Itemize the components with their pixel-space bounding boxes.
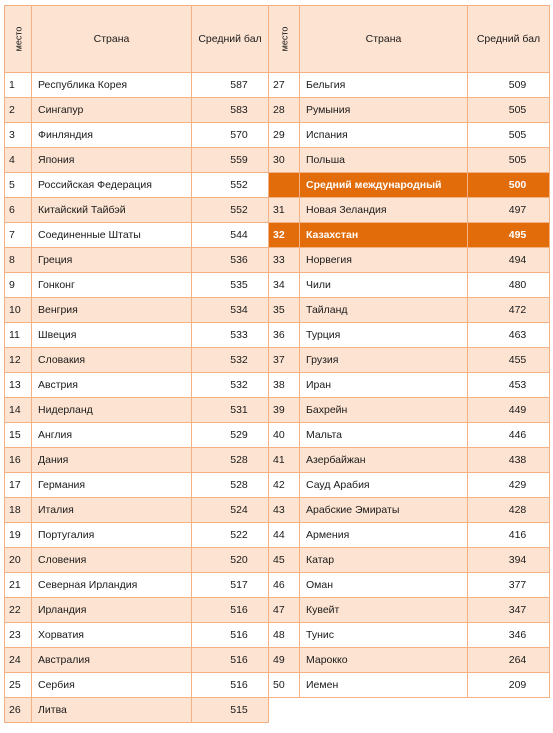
- table-row: [269, 473, 550, 498]
- cell-country: Япония: [32, 148, 192, 173]
- table-row: [269, 448, 550, 473]
- table-row: [269, 423, 550, 448]
- cell-country: Турция: [300, 323, 468, 348]
- cell-place: 16: [5, 448, 32, 473]
- cell-country: Румыния: [300, 98, 468, 123]
- cell-score: 552: [192, 173, 269, 198]
- table-row: [269, 673, 550, 698]
- cell-score: 516: [192, 623, 269, 648]
- cell-country: Швеция: [32, 323, 192, 348]
- table-row: [5, 198, 269, 223]
- cell-score: 500: [468, 173, 550, 198]
- cell-country: Финляндия: [32, 123, 192, 148]
- cell-country: Австралия: [32, 648, 192, 673]
- table-header-row: [5, 6, 269, 73]
- cell-place: 20: [5, 548, 32, 573]
- cell-score: 534: [192, 298, 269, 323]
- cell-country: Сербия: [32, 673, 192, 698]
- table-row: [5, 223, 269, 248]
- table-row: [269, 623, 550, 648]
- table-row: [5, 298, 269, 323]
- cell-place: 44: [269, 523, 300, 548]
- cell-country: Сауд Арабия: [300, 473, 468, 498]
- cell-score: 517: [192, 573, 269, 598]
- cell-country: Англия: [32, 423, 192, 448]
- cell-place: 39: [269, 398, 300, 423]
- cell-country: Грузия: [300, 348, 468, 373]
- cell-score: 529: [192, 423, 269, 448]
- cell-country: Сингапур: [32, 98, 192, 123]
- table-row: [5, 173, 269, 198]
- cell-country: Италия: [32, 498, 192, 523]
- table-row: [269, 498, 550, 523]
- table-row: [269, 598, 550, 623]
- table-row: [269, 523, 550, 548]
- cell-country: Катар: [300, 548, 468, 573]
- cell-score: 544: [192, 223, 269, 248]
- cell-country: Средний международный: [300, 173, 468, 198]
- cell-score: 552: [192, 198, 269, 223]
- cell-place: 6: [5, 198, 32, 223]
- cell-place: 4: [5, 148, 32, 173]
- table-row: [5, 523, 269, 548]
- cell-country: Соединенные Штаты: [32, 223, 192, 248]
- cell-place: 5: [5, 173, 32, 198]
- cell-score: 480: [468, 273, 550, 298]
- cell-country: Республика Корея: [32, 73, 192, 98]
- header-place: место: [269, 6, 300, 73]
- cell-country: Хорватия: [32, 623, 192, 648]
- table-body-left: [5, 73, 269, 723]
- cell-country: Нидерланд: [32, 398, 192, 423]
- table-row: [269, 298, 550, 323]
- cell-score: 346: [468, 623, 550, 648]
- cell-place: 22: [5, 598, 32, 623]
- table-row: [5, 473, 269, 498]
- cell-country: Тайланд: [300, 298, 468, 323]
- table-row: [269, 348, 550, 373]
- cell-place: 25: [5, 673, 32, 698]
- cell-score: 516: [192, 673, 269, 698]
- cell-score: 495: [468, 223, 550, 248]
- cell-score: 535: [192, 273, 269, 298]
- cell-place: 9: [5, 273, 32, 298]
- header-score: Средний бал: [192, 6, 269, 73]
- cell-score: 446: [468, 423, 550, 448]
- cell-country: Португалия: [32, 523, 192, 548]
- cell-place: 17: [5, 473, 32, 498]
- table-row: [269, 123, 550, 148]
- table-row: [5, 323, 269, 348]
- cell-place: 41: [269, 448, 300, 473]
- cell-score: 532: [192, 373, 269, 398]
- table-row: [269, 148, 550, 173]
- cell-score: 559: [192, 148, 269, 173]
- table-row: [5, 73, 269, 98]
- cell-country: Испания: [300, 123, 468, 148]
- table-row: [5, 648, 269, 673]
- table-row: [5, 398, 269, 423]
- table-row-highlighted: [269, 173, 550, 198]
- cell-score: 377: [468, 573, 550, 598]
- cell-country: Австрия: [32, 373, 192, 398]
- table-row: [269, 273, 550, 298]
- cell-country: Словакия: [32, 348, 192, 373]
- cell-place: 37: [269, 348, 300, 373]
- cell-place: 30: [269, 148, 300, 173]
- cell-place: 21: [5, 573, 32, 598]
- cell-place: 1: [5, 73, 32, 98]
- table-row: [5, 623, 269, 648]
- cell-score: 497: [468, 198, 550, 223]
- header-country: Страна: [300, 6, 468, 73]
- cell-place: 7: [5, 223, 32, 248]
- cell-place: 15: [5, 423, 32, 448]
- cell-country: Казахстан: [300, 223, 468, 248]
- cell-place: 2: [5, 98, 32, 123]
- cell-country: Марокко: [300, 648, 468, 673]
- cell-place: 42: [269, 473, 300, 498]
- cell-country: Кувейт: [300, 598, 468, 623]
- ranking-table-left: [4, 5, 269, 723]
- cell-place: 35: [269, 298, 300, 323]
- table-row: [5, 448, 269, 473]
- cell-place: 28: [269, 98, 300, 123]
- cell-score: 516: [192, 598, 269, 623]
- cell-country: Норвегия: [300, 248, 468, 273]
- cell-score: 533: [192, 323, 269, 348]
- cell-score: 438: [468, 448, 550, 473]
- table-row: [5, 423, 269, 448]
- table-row: [269, 398, 550, 423]
- table-row: [269, 73, 550, 98]
- table-row: [269, 373, 550, 398]
- cell-score: 209: [468, 673, 550, 698]
- table-header-row: [269, 6, 550, 73]
- cell-score: 429: [468, 473, 550, 498]
- cell-place: 32: [269, 223, 300, 248]
- cell-country: Армения: [300, 523, 468, 548]
- cell-country: Чили: [300, 273, 468, 298]
- cell-score: 536: [192, 248, 269, 273]
- cell-place: 3: [5, 123, 32, 148]
- ranking-table-right: [268, 5, 550, 698]
- cell-score: 522: [192, 523, 269, 548]
- cell-score: 528: [192, 448, 269, 473]
- header-score: Средний бал: [468, 6, 550, 73]
- cell-country: Греция: [32, 248, 192, 273]
- cell-place: 29: [269, 123, 300, 148]
- cell-country: Иемен: [300, 673, 468, 698]
- cell-place: 40: [269, 423, 300, 448]
- table-row: [5, 498, 269, 523]
- cell-score: 524: [192, 498, 269, 523]
- cell-country: Бахрейн: [300, 398, 468, 423]
- table-row: [5, 348, 269, 373]
- cell-score: 587: [192, 73, 269, 98]
- cell-country: Дания: [32, 448, 192, 473]
- table-row: [5, 248, 269, 273]
- cell-place: 50: [269, 673, 300, 698]
- cell-place: 10: [5, 298, 32, 323]
- table-row: [269, 548, 550, 573]
- cell-score: 453: [468, 373, 550, 398]
- cell-score: 347: [468, 598, 550, 623]
- cell-country: Бельгия: [300, 73, 468, 98]
- cell-score: 472: [468, 298, 550, 323]
- cell-score: 416: [468, 523, 550, 548]
- cell-country: Словения: [32, 548, 192, 573]
- cell-score: 505: [468, 148, 550, 173]
- cell-country: Венгрия: [32, 298, 192, 323]
- cell-score: 583: [192, 98, 269, 123]
- cell-score: 455: [468, 348, 550, 373]
- cell-place: 48: [269, 623, 300, 648]
- cell-country: Новая Зеландия: [300, 198, 468, 223]
- cell-place: 13: [5, 373, 32, 398]
- cell-country: Оман: [300, 573, 468, 598]
- table-row: [5, 598, 269, 623]
- cell-country: Китайский Тайбэй: [32, 198, 192, 223]
- cell-score: 463: [468, 323, 550, 348]
- cell-score: 520: [192, 548, 269, 573]
- cell-place: 18: [5, 498, 32, 523]
- table-row: [5, 373, 269, 398]
- cell-country: Ирландия: [32, 598, 192, 623]
- header-place: место: [5, 6, 32, 73]
- cell-country: Германия: [32, 473, 192, 498]
- cell-score: 528: [192, 473, 269, 498]
- cell-score: 509: [468, 73, 550, 98]
- cell-country: Иран: [300, 373, 468, 398]
- cell-score: 264: [468, 648, 550, 673]
- cell-place: 46: [269, 573, 300, 598]
- cell-country: Арабские Эмираты: [300, 498, 468, 523]
- cell-place: 23: [5, 623, 32, 648]
- cell-place: 31: [269, 198, 300, 223]
- cell-country: Российская Федерация: [32, 173, 192, 198]
- table-row: [269, 323, 550, 348]
- table-row: [5, 673, 269, 698]
- table-body-right: [269, 73, 550, 698]
- cell-country: Мальта: [300, 423, 468, 448]
- cell-score: 505: [468, 123, 550, 148]
- cell-place: 14: [5, 398, 32, 423]
- table-row: [269, 198, 550, 223]
- cell-score: 428: [468, 498, 550, 523]
- cell-place: 19: [5, 523, 32, 548]
- cell-place: 33: [269, 248, 300, 273]
- table-row: [269, 248, 550, 273]
- cell-country: Литва: [32, 698, 192, 723]
- cell-score: 570: [192, 123, 269, 148]
- table-row: [5, 548, 269, 573]
- cell-score: 449: [468, 398, 550, 423]
- cell-score: 516: [192, 648, 269, 673]
- cell-place: 47: [269, 598, 300, 623]
- cell-place: 43: [269, 498, 300, 523]
- cell-place: 38: [269, 373, 300, 398]
- table-row: [5, 148, 269, 173]
- cell-country: Северная Ирландия: [32, 573, 192, 598]
- cell-place: 49: [269, 648, 300, 673]
- table-row: [269, 98, 550, 123]
- cell-country: Тунис: [300, 623, 468, 648]
- cell-score: 531: [192, 398, 269, 423]
- cell-country: Азербайжан: [300, 448, 468, 473]
- cell-place: 12: [5, 348, 32, 373]
- cell-score: 505: [468, 98, 550, 123]
- table-row: [5, 573, 269, 598]
- cell-score: 494: [468, 248, 550, 273]
- cell-score: 515: [192, 698, 269, 723]
- table-row: [5, 273, 269, 298]
- cell-place: 11: [5, 323, 32, 348]
- table-row: [269, 573, 550, 598]
- cell-place: 8: [5, 248, 32, 273]
- cell-country: Гонконг: [32, 273, 192, 298]
- header-country: Страна: [32, 6, 192, 73]
- table-row: [269, 648, 550, 673]
- cell-country: Польша: [300, 148, 468, 173]
- cell-place: 26: [5, 698, 32, 723]
- table-row: [5, 123, 269, 148]
- table-row: [5, 698, 269, 723]
- cell-place: 34: [269, 273, 300, 298]
- cell-score: 394: [468, 548, 550, 573]
- cell-place: 36: [269, 323, 300, 348]
- cell-place: 27: [269, 73, 300, 98]
- table-row: [5, 98, 269, 123]
- cell-place: [269, 173, 300, 198]
- cell-score: 532: [192, 348, 269, 373]
- table-row-highlighted: [269, 223, 550, 248]
- cell-place: 24: [5, 648, 32, 673]
- cell-place: 45: [269, 548, 300, 573]
